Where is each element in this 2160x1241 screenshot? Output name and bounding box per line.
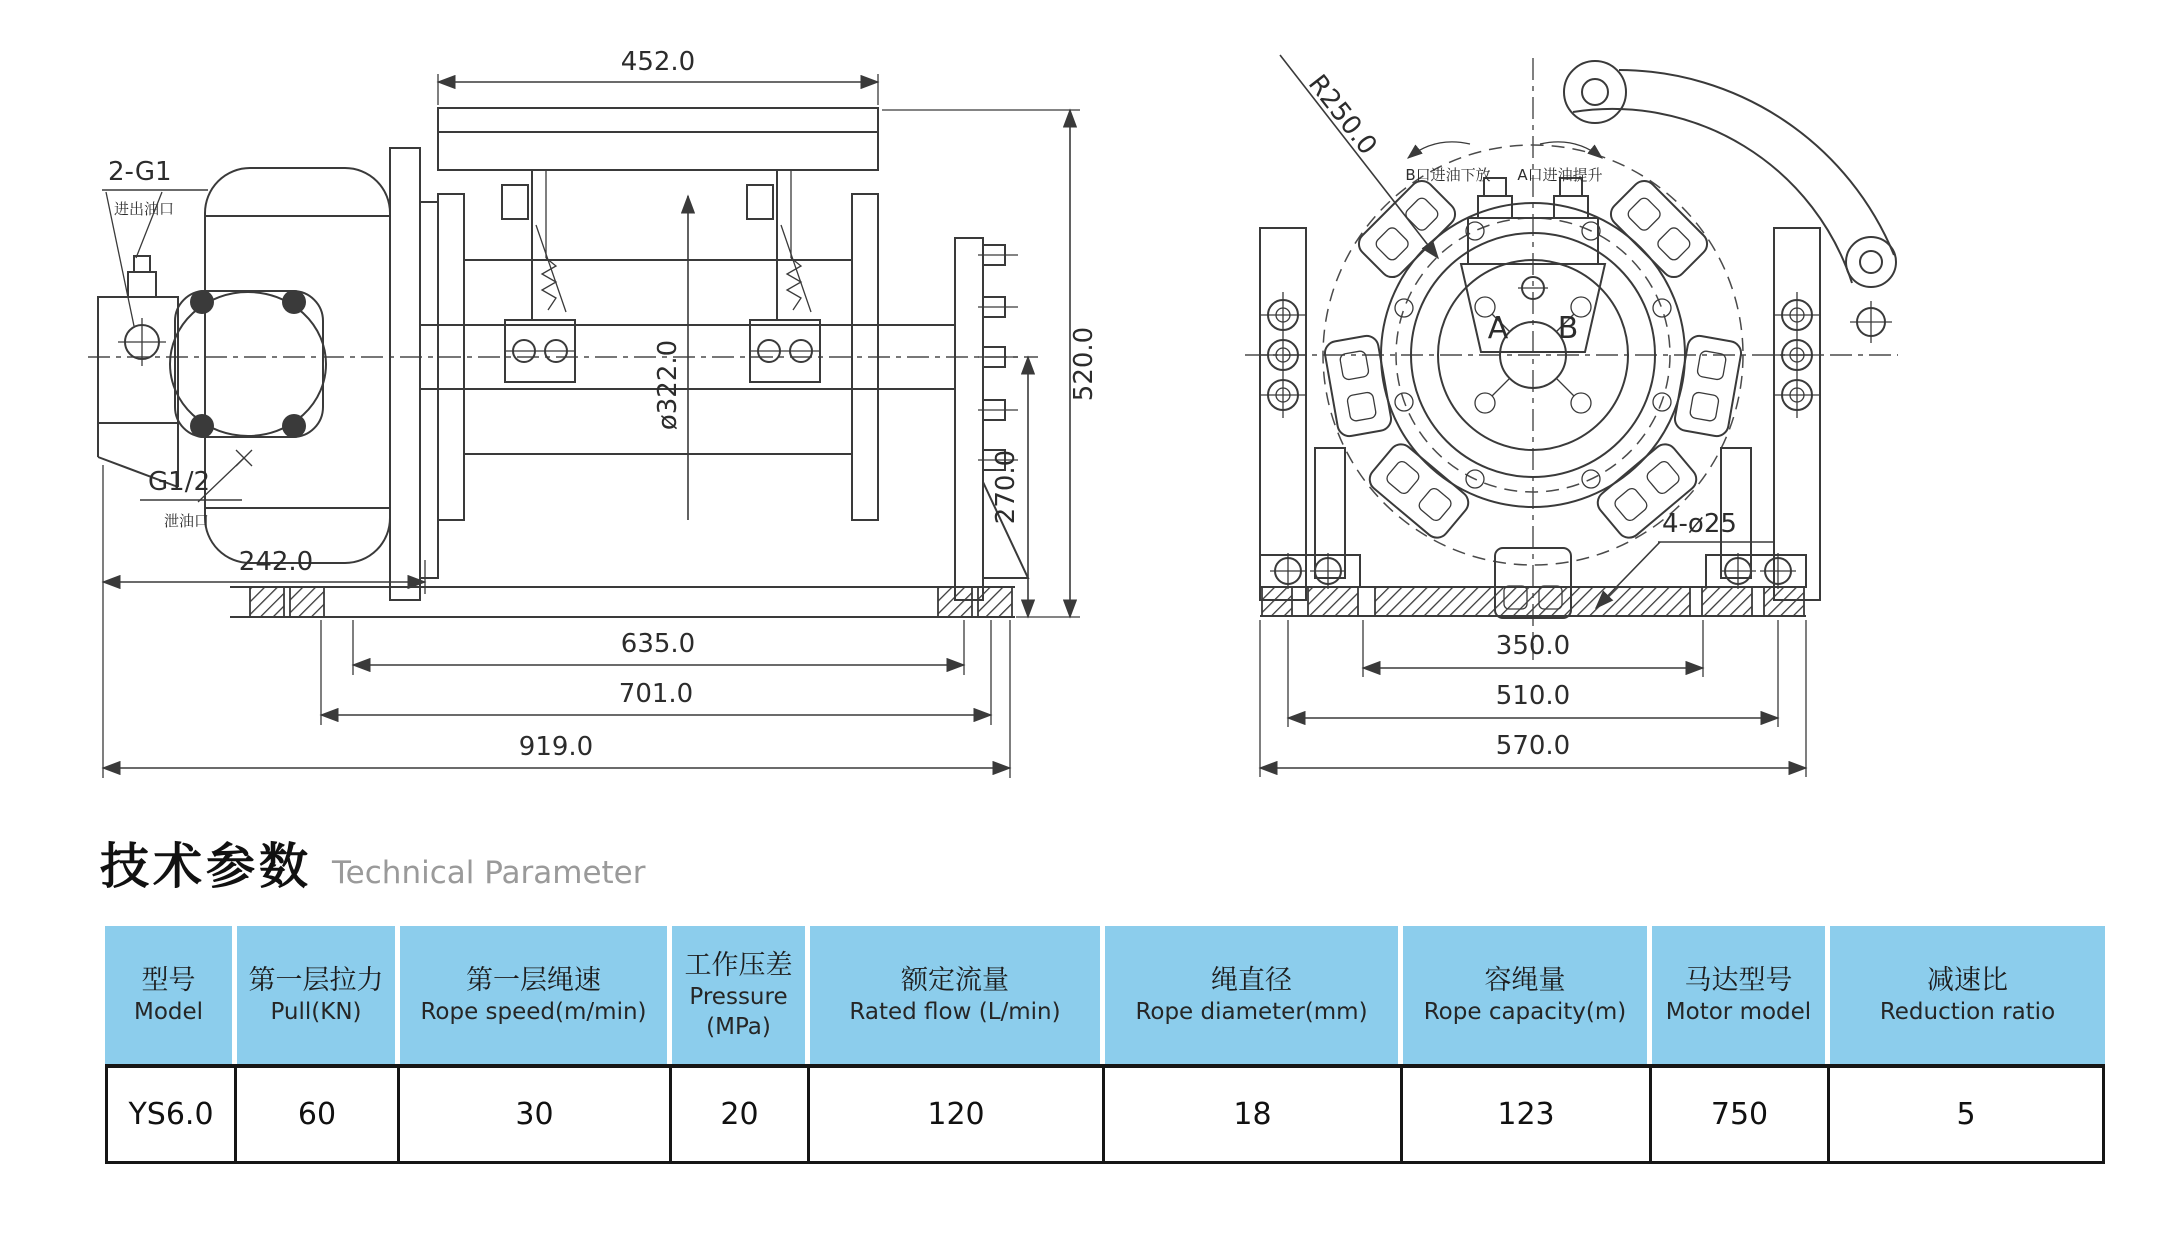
dim-motor-length: 242.0 (238, 547, 314, 577)
table-header-row (105, 926, 2105, 1064)
col-header-rope-capacity: 容绳量 Rope capacity(m) (1403, 926, 1652, 1064)
cell-rope-speed: 30 (400, 1064, 672, 1164)
right-support (955, 238, 1028, 600)
cell-rope-capacity: 123 (1403, 1064, 1652, 1164)
motor-body (205, 168, 390, 563)
col-header-pressure: 工作压差 Pressure (MPa) (672, 926, 810, 1064)
top-rail (438, 108, 878, 132)
port-bolt (128, 272, 156, 297)
flange-bolt (282, 290, 306, 314)
section-title (100, 828, 646, 898)
pawl-mechanism-left (502, 170, 575, 382)
port-a-label: A (1487, 311, 1509, 346)
col-header-pull: 第一层拉力 Pull(KN) (237, 926, 400, 1064)
flange-bolt (190, 290, 214, 314)
side-base (230, 587, 1015, 617)
left-plate (1260, 228, 1306, 600)
table-data-row (105, 1064, 2105, 1164)
dim-base-inner: 635.0 (620, 629, 696, 659)
flange-bolt (282, 414, 306, 438)
note-b: B口进油下放 (1405, 166, 1491, 184)
dim-base-mid: 510.0 (1495, 681, 1571, 711)
col-header-rated-flow: 额定流量 Rated flow (L/min) (810, 926, 1105, 1064)
bearing-plates (390, 148, 438, 600)
col-header-reduction-ratio: 减速比 Reduction ratio (1830, 926, 2105, 1064)
port-b-label: B (1557, 311, 1579, 346)
dim-bolt-holes: 4-ø25 (1662, 509, 1737, 539)
front-dimensions (1260, 620, 1806, 777)
cell-model: YS6.0 (105, 1064, 237, 1164)
flange-bolt (190, 414, 214, 438)
cell-pull: 60 (237, 1064, 400, 1164)
note-a: A口进油提升 (1517, 166, 1603, 184)
cell-reduction-ratio: 5 (1830, 1064, 2105, 1164)
drain-label: G1/2 (148, 467, 210, 497)
rope-guard-arm (1564, 61, 1896, 343)
pulley (1564, 61, 1626, 123)
col-header-rope-speed: 第一层绳速 Rope speed(m/min) (400, 926, 672, 1064)
dim-total-length: 919.0 (518, 732, 594, 762)
cell-motor-model: 750 (1652, 1064, 1830, 1164)
ports-label: 2-G1 (108, 157, 172, 187)
technical-parameter-table (105, 926, 2105, 1164)
col-header-motor-model: 马达型号 Motor model (1652, 926, 1830, 1064)
drain-note: 泄油口 (164, 512, 210, 530)
section-title-en: Technical Parameter (332, 855, 646, 891)
cell-rated-flow: 120 (810, 1064, 1105, 1164)
col-header-model: 型号 Model (105, 926, 237, 1064)
dim-total-height: 520.0 (1069, 326, 1099, 402)
dim-base-inner: 350.0 (1495, 631, 1571, 661)
dim-radius: R250.0 (1302, 69, 1383, 161)
ports-note: 进出油口 (114, 200, 175, 218)
cell-rope-diameter: 18 (1105, 1064, 1403, 1164)
dim-base-outer: 570.0 (1495, 731, 1571, 761)
side-view-drawing (80, 20, 1100, 810)
dim-base-mid: 701.0 (618, 679, 694, 709)
cell-pressure: 20 (672, 1064, 810, 1164)
dim-top-width: 452.0 (620, 47, 696, 77)
side-dimensions (103, 47, 1099, 778)
col-header-rope-diameter: 绳直径 Rope diameter(mm) (1105, 926, 1403, 1064)
motor-assembly (98, 168, 390, 563)
front-view-drawing (1230, 20, 1910, 810)
right-plate (1774, 228, 1820, 600)
dim-drum-diameter: ø322.0 (653, 339, 683, 431)
section-title-zh: 技术参数 (100, 838, 313, 895)
dim-center-height: 270.0 (991, 449, 1021, 525)
drain-callout (140, 450, 252, 530)
pawl-mechanism-right (747, 170, 820, 382)
